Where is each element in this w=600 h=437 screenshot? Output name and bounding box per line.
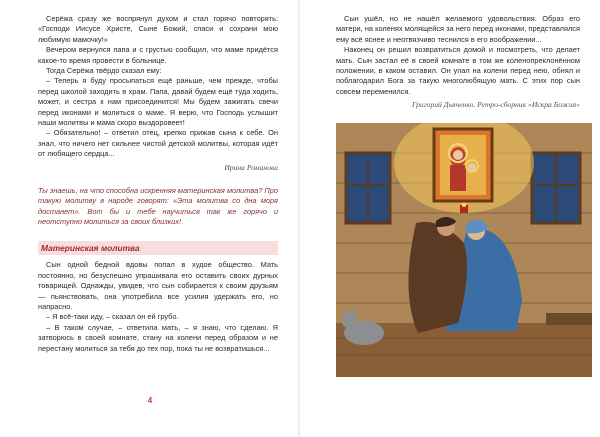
paragraph-5: – Обязательно! – ответил отец, крепко прижав сына к себе. Он знал, что ничего нет сильнее чистой детской молитвы, которая идёт от любящего сердца...	[38, 128, 278, 159]
section-paragraph-1: Сын одной бедной вдовы попал в худое общество. Мать постоянно, но безуспешно упрашивала его оставить своих дурных товарищей. Однажды, увидев, что сын собирается к своим друзьям — пьянствовать, она употребила все усилия удержать его, но напрасно.	[38, 260, 278, 311]
paragraph-2: Вечером вернулся папа и с грустью сообщил, что маме придётся какое-то время провести в больнице.	[38, 45, 278, 65]
section-paragraph-2: – Я всё-таки иду, – сказал он ей грубо.	[46, 312, 179, 322]
section-body	[38, 260, 278, 354]
callout-text: Ты знаешь, на что способна искренняя материнская молитва? Про такую молитву в народе говорят: «Эта молитва со дна моря достанет». Вот бы и тебе научиться так же горячо и неотступно молиться за своих близких!	[38, 185, 278, 226]
paragraph-3: Тогда Серёжа твёрдо сказал ему:	[46, 66, 162, 76]
paragraph-4: – Теперь я буду просыпаться ещё раньше, чем прежде, чтобы перед школой заходить в храм. Папа, давай будем ещё туда ходить, может, и сестра к нам присоединится! Мы будем зажигать свечи перед иконами и молиться о маме. Я верю, что Господь услышит наши молитвы и мама скоро выздоровеет!	[38, 76, 278, 128]
paragraph-1: Серёжа сразу же воспрянул духом и стал горячо повторять: «Господи Иисусе Христе, Сыне Божий, спаси и сохрани мою любимую мамочку!»	[38, 14, 278, 44]
right-paragraph-1: Сын ушёл, но не нашёл желаемого удовольствия. Образ его матери, на коленях молящейся за него перед иконами, представлялся ему всё яснее и неотвязчиво теснился в его воображении...	[336, 14, 580, 44]
section-title: Материнская молитва	[41, 243, 140, 254]
author-signature: Ирина Романова	[224, 162, 278, 172]
section-heading	[38, 241, 278, 255]
page-number: 4	[147, 396, 153, 405]
section-paragraph-3: – В таком случае, – ответила мать, – я знаю, что сделаю. Я затворюсь в своей комнате, стану на колени перед образом и не перестану молиться за тебя до тех пор, пока ты не возвратишься...	[38, 322, 278, 353]
right-paragraph-2: Наконец он решил возвратиться домой и посмотреть, что делает мать. Сын застал её в своей комнате в том же коленопреклонённом положении, в каком оставил. Он упал на колени перед нею, обнял и поблагодарил Бога за такую многолюбящую мать. С этих пор сын совсем переменился.	[336, 45, 580, 96]
source-signature: Григорий Дьяченко. Ретро-сборник «Искра Божия»	[412, 100, 580, 110]
right-page	[300, 0, 600, 437]
mother-and-son-praying-illustration	[336, 123, 592, 377]
